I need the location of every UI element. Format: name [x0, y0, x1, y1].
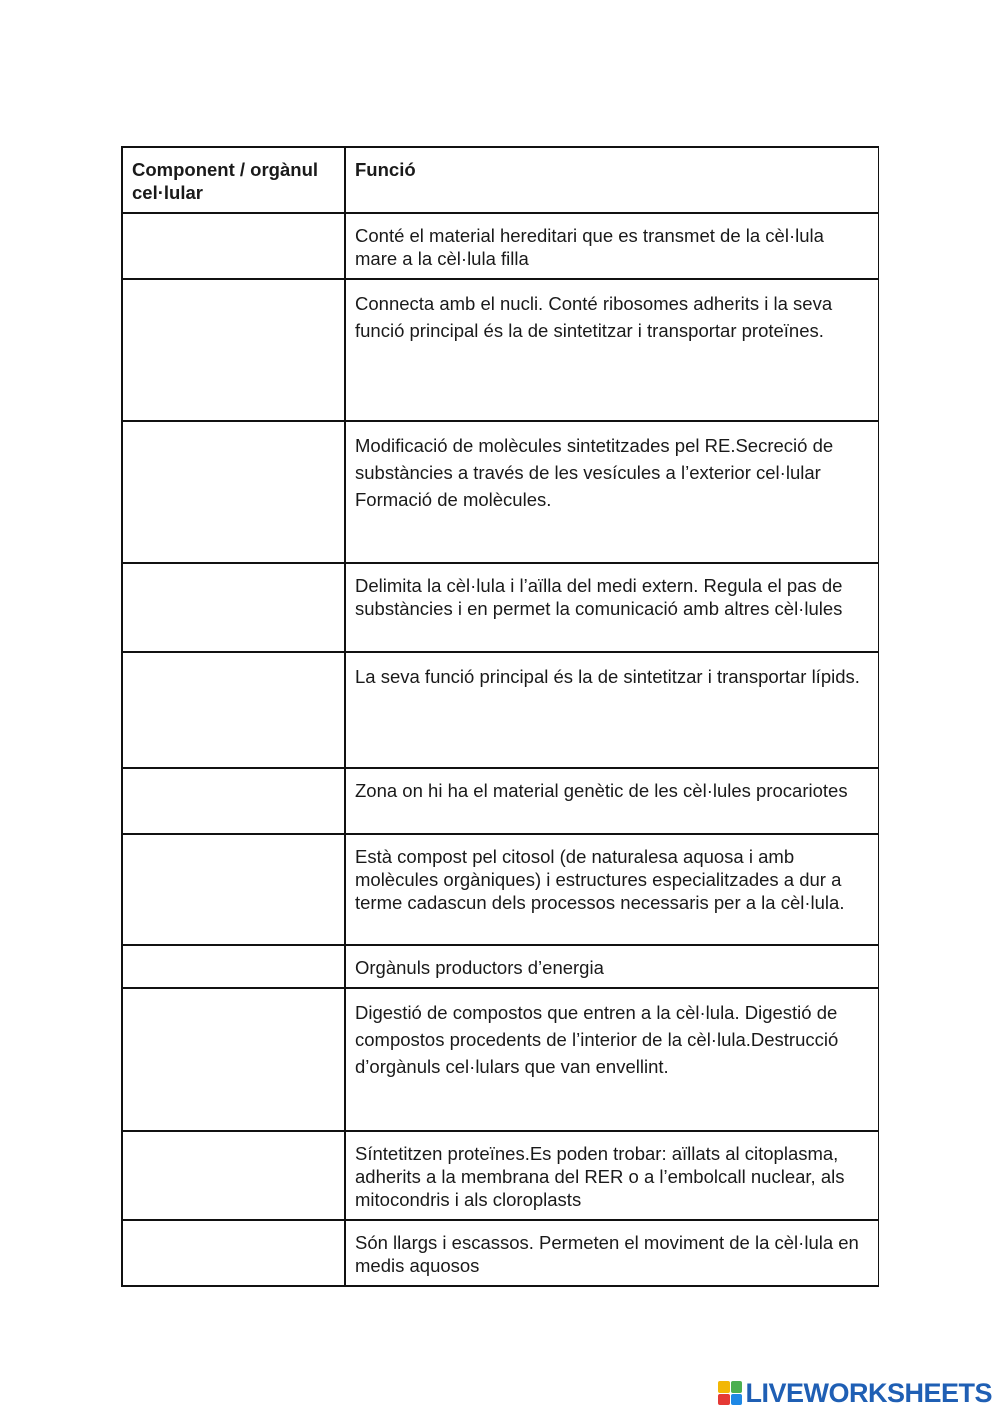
- table-row: [122, 421, 878, 563]
- logo-square: [731, 1381, 743, 1393]
- answer-cell[interactable]: [122, 652, 345, 768]
- table-row: [122, 1131, 878, 1220]
- function-cell: Digestió de compostos que entren a la cèl·lula. Digestió de compostos procedents de l’interior de la cèl·lula.Destrucció d’orgànuls cel·lulars que van envellint.: [345, 988, 878, 1131]
- function-cell: Orgànuls productors d’energia: [345, 945, 878, 988]
- answer-cell[interactable]: [122, 945, 345, 988]
- answer-cell[interactable]: [122, 1131, 345, 1220]
- function-cell: Està compost pel citosol (de naturalesa aquosa i amb molècules orgàniques) i estructures especialitzades a dur a terme cadascun dels processos necessaris per a la cèl·lula.: [345, 834, 878, 945]
- function-cell: Modificació de molècules sintetitzades pel RE.Secreció de substàncies a través de les vesícules a l’exterior cel·lular Formació de molècules.: [345, 421, 878, 563]
- table-header-row: [122, 147, 878, 213]
- answer-cell[interactable]: [122, 768, 345, 834]
- answer-cell[interactable]: [122, 421, 345, 563]
- organelle-function-table: [121, 146, 879, 1287]
- logo-mark-icon: [718, 1381, 742, 1405]
- table-row: [122, 213, 878, 279]
- table-row: [122, 563, 878, 652]
- table-row: [122, 652, 878, 768]
- header-function: Funció: [345, 147, 878, 213]
- function-cell: La seva funció principal és la de sintetitzar i transportar lípids.: [345, 652, 878, 768]
- function-cell: Conté el material hereditari que es transmet de la cèl·lula mare a la cèl·lula filla: [345, 213, 878, 279]
- table-row: [122, 768, 878, 834]
- function-cell: Connecta amb el nucli. Conté ribosomes adherits i la seva funció principal és la de sintetitzar i transportar proteïnes.: [345, 279, 878, 421]
- function-cell: Són llargs i escassos. Permeten el moviment de la cèl·lula en medis aquosos: [345, 1220, 878, 1286]
- table-row: [122, 945, 878, 988]
- function-cell: Zona on hi ha el material genètic de les cèl·lules procariotes: [345, 768, 878, 834]
- table-row: [122, 988, 878, 1131]
- function-cell: Delimita la cèl·lula i l’aïlla del medi extern. Regula el pas de substàncies i en permet la comunicació amb altres cèl·lules: [345, 563, 878, 652]
- liveworksheets-logo: [718, 1378, 992, 1408]
- answer-cell[interactable]: [122, 563, 345, 652]
- table-row: [122, 279, 878, 421]
- header-component: Component / orgànul cel·lular: [122, 147, 345, 213]
- logo-square: [718, 1381, 730, 1393]
- answer-cell[interactable]: [122, 213, 345, 279]
- answer-cell[interactable]: [122, 834, 345, 945]
- answer-cell[interactable]: [122, 279, 345, 421]
- answer-cell[interactable]: [122, 1220, 345, 1286]
- table-row: [122, 834, 878, 945]
- logo-square: [718, 1394, 730, 1406]
- table-row: [122, 1220, 878, 1286]
- logo-text: LIVEWORKSHEETS: [745, 1377, 992, 1408]
- logo-square: [731, 1394, 743, 1406]
- answer-cell[interactable]: [122, 988, 345, 1131]
- function-cell: Síntetitzen proteïnes.Es poden trobar: aïllats al citoplasma, adherits a la membrana del RER o a l’embolcall nuclear, als mitocondris i als cloroplasts: [345, 1131, 878, 1220]
